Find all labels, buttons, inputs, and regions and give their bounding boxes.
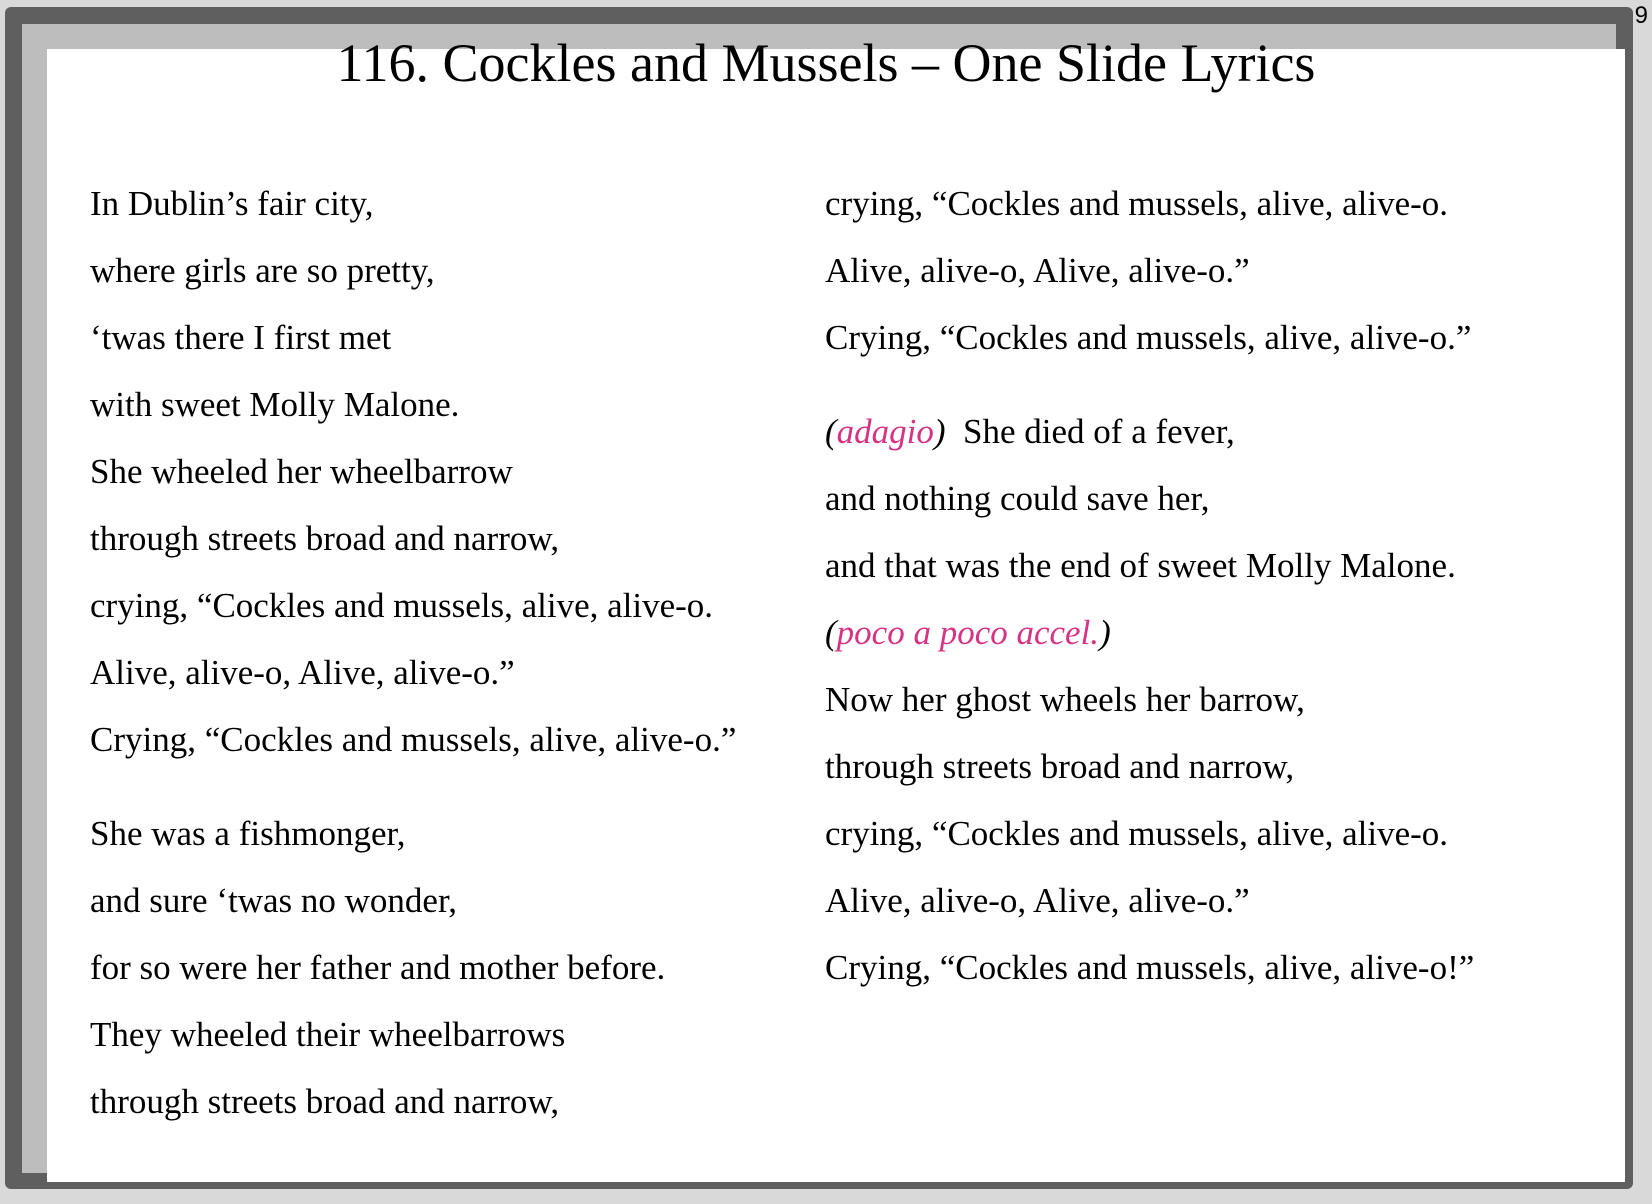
verse-gap bbox=[825, 383, 1474, 410]
lyric-text: She died of a fever, bbox=[963, 412, 1235, 451]
lyric-line: Crying, “Cockles and mussels, alive, alive-o.” bbox=[90, 720, 737, 759]
lyric-line: Alive, alive-o, Alive, alive-o.” bbox=[825, 881, 1250, 920]
lyric-line: Alive, alive-o, Alive, alive-o.” bbox=[90, 653, 515, 692]
lyric-line: with sweet Molly Malone. bbox=[90, 385, 460, 424]
lyrics-right-column bbox=[825, 182, 1474, 1013]
lyric-line: for so were her father and mother before. bbox=[90, 948, 666, 987]
lyric-line: crying, “Cockles and mussels, alive, alive-o. bbox=[90, 586, 714, 625]
lyric-line: She was a fishmonger, bbox=[90, 814, 406, 853]
lyric-line: ‘twas there I first met bbox=[90, 318, 392, 357]
lyric-line: She wheeled her wheelbarrow bbox=[90, 452, 513, 491]
lyric-line: Now her ghost wheels her barrow, bbox=[825, 680, 1305, 719]
verse-gap bbox=[90, 785, 736, 812]
lyric-line: crying, “Cockles and mussels, alive, alive-o. bbox=[825, 184, 1449, 223]
lyric-line: where girls are so pretty, bbox=[90, 251, 435, 290]
lyric-line: In Dublin’s fair city, bbox=[90, 184, 374, 223]
tempo-marking-accel: (poco a poco accel.) bbox=[825, 613, 1111, 652]
lyric-line-adagio bbox=[825, 410, 1474, 477]
lyric-line: and sure ‘twas no wonder, bbox=[90, 881, 457, 920]
slide-title: 116. Cockles and Mussels – One Slide Lyrics bbox=[336, 33, 1316, 93]
tempo-marking-adagio: (adagio) bbox=[825, 412, 946, 451]
lyric-line: and nothing could save her, bbox=[825, 479, 1210, 518]
lyric-line: through streets broad and narrow, bbox=[90, 1082, 560, 1121]
lyric-line: Crying, “Cockles and mussels, alive, alive-o!” bbox=[825, 948, 1475, 987]
lyric-line: Alive, alive-o, Alive, alive-o.” bbox=[825, 251, 1250, 290]
adagio-label: adagio bbox=[836, 412, 934, 451]
lyric-line: and that was the end of sweet Molly Malone. bbox=[825, 546, 1456, 585]
lyric-line: They wheeled their wheelbarrows bbox=[90, 1015, 566, 1054]
lyric-line: crying, “Cockles and mussels, alive, alive-o. bbox=[825, 814, 1449, 853]
lyric-line: through streets broad and narrow, bbox=[825, 747, 1295, 786]
lyric-line: Crying, “Cockles and mussels, alive, alive-o.” bbox=[825, 318, 1472, 357]
accel-label: poco a poco accel. bbox=[836, 613, 1100, 652]
lyrics-left-column bbox=[90, 182, 736, 1147]
lyric-line: through streets broad and narrow, bbox=[90, 519, 560, 558]
page-number: 9 bbox=[1634, 2, 1648, 29]
